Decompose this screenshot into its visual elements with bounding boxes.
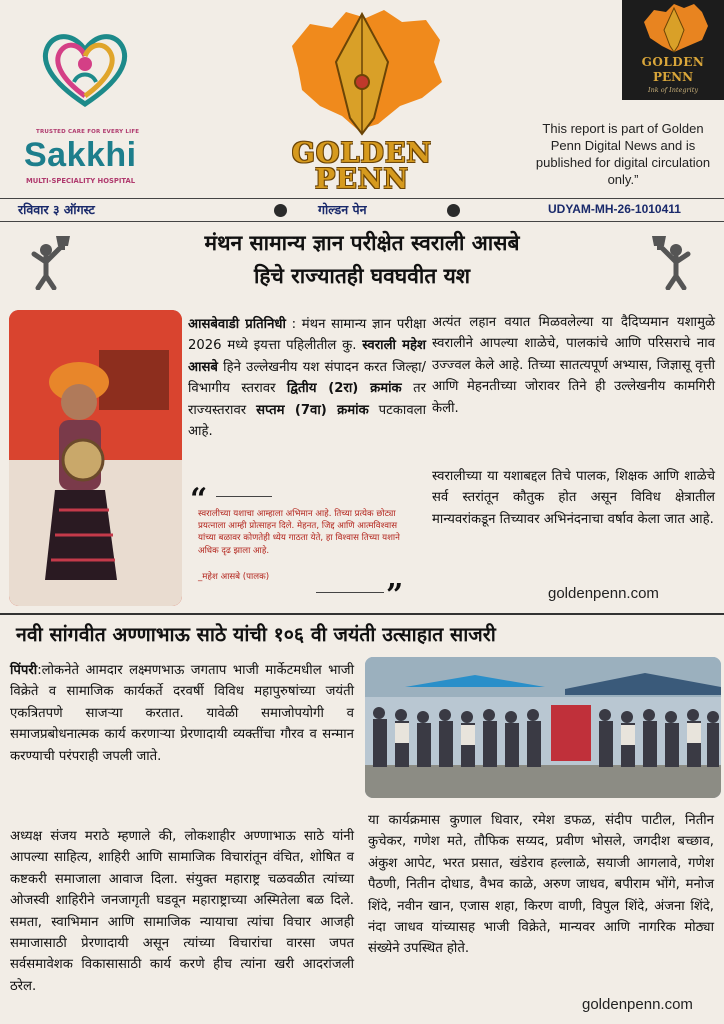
masthead-title-line1: GOLDEN bbox=[291, 138, 433, 169]
quote-text: स्वरालीच्या यशाचा आम्हाला अभिमान आहे. तिच्या प्रत्येक छोट्या प्रयत्नाला आम्ही प्रोत्साहन दिले. मेहनत, जिद्द आणि आत्मविश्वास यांच्या बळावर कोणतेही ध्येय गाठता येते, हा विश्वास तिच्या यशाने अधिक दृढ झाला आहे. bbox=[198, 509, 400, 556]
section-divider bbox=[0, 613, 724, 615]
sponsor-subtitle: MULTI-SPECIALITY HOSPITAL bbox=[26, 177, 136, 185]
strip-bottom-rule bbox=[0, 221, 724, 222]
strip-top-rule bbox=[0, 198, 724, 199]
story1-lead-text4: पटकावला आहे. bbox=[188, 402, 427, 440]
date-strip bbox=[0, 198, 724, 222]
sponsor-tagline: TRUSTED CARE FOR EVERY LIFE bbox=[36, 129, 140, 135]
registration-number: UDYAM-MH-26-1010411 bbox=[548, 202, 681, 216]
state-rank: सप्तम (7वा) क्रमांक bbox=[256, 402, 369, 418]
student-name: स्वराली महेश आसबे bbox=[188, 338, 427, 375]
close-quote-icon: ” bbox=[386, 578, 404, 613]
story1-lead-paragraph bbox=[188, 314, 426, 442]
website-link[interactable]: goldenpenn.com bbox=[582, 996, 693, 1013]
story1-dateline: आसबेवाडी प्रतिनिधी bbox=[188, 317, 286, 332]
quote-rule bbox=[316, 592, 384, 593]
maharashtra-pen-small-icon bbox=[622, 0, 724, 56]
story1-paragraph-2: अत्यंत लहान वयात मिळवलेल्या या दैदिप्यमान यशामुळे स्वरालीने आपल्या शाळेचे, पालकांचे आणि परिसराचे नाव उज्ज्वल केले आहे. तिच्या सातत्यपूर्ण अभ्यास, जिज्ञासू वृत्ती आणि मेहनतीच्या जोरावर तिने ही उल्लेखनीय कामगिरी केली. bbox=[432, 315, 715, 416]
hospital-heart-logo-icon bbox=[40, 26, 130, 108]
sponsor-logo[interactable] bbox=[22, 26, 162, 185]
group-photo-image bbox=[365, 657, 721, 798]
district-rank: द्वितीय (2रा) क्रमांक bbox=[286, 381, 402, 397]
strip-brand: गोल्डन पेन bbox=[318, 202, 367, 217]
parent-quote bbox=[190, 482, 412, 613]
open-quote-icon: “ bbox=[190, 482, 208, 517]
website-link[interactable]: goldenpenn.com bbox=[548, 585, 659, 602]
story1-lead-text: : मंथन सामान्य ज्ञान परीक्षा 2026 मध्ये इयत्ता पहिलीतील कु. bbox=[188, 317, 426, 354]
student-with-certificate-image bbox=[9, 310, 182, 606]
story2-paragraph-3: या कार्यक्रमास कुणाल धिवार, रमेश डफळ, संदीप पाटील, नितीन कुचेकर, गणेश मते, तौफिक सय्यद, प्रवीण भोसले, जगदीश बच्छाव, अंकुश आपेट, भरत प्रसात, खंडेराव हल्लाळे, सयाजी आगलावे, गणेश पैठणी, नितीन दोधाड, वैभव काळे, अरुण जाधव, बपीराम भोंगे, मनोज शिंदे, नवीन खान, एजास शहा, किरण वाणी, विपुल शिंदे, अंजना शिंदे, नंदा जाधव यांच्यासह भाजी विक्रेते, मान्यवर आणि नागरिक मोठ्या संख्येने उपस्थित होते. bbox=[368, 813, 714, 957]
story1-headline-line2: हिचे राज्यातही घवघवीत यश bbox=[253, 264, 471, 288]
issue-date: रविवार ३ ऑगस्ट bbox=[18, 202, 95, 217]
report-note: This report is part of Golden Penn Digital News and is published for digital circulation only.” bbox=[535, 121, 711, 187]
corner-logo[interactable] bbox=[622, 0, 724, 100]
story2-paragraph-1 bbox=[10, 660, 354, 767]
story2-headline: नवी सांगवीत अण्णाभाऊ साठे यांची १०६ वी जयंती उत्साहात साजरी bbox=[16, 623, 496, 646]
event-group-photo bbox=[365, 657, 721, 798]
quote-author: _महेश आसबे (पालक) bbox=[198, 572, 270, 582]
trophy-winner-icon bbox=[26, 232, 76, 290]
story1-lead-text3: तर राज्यस्तरावर bbox=[188, 381, 426, 418]
corner-logo-motto: Ink of Integrity bbox=[648, 86, 698, 94]
sponsor-name: Sakkhi bbox=[24, 136, 137, 174]
story1-paragraph-3: स्वरालीच्या या यशाबद्दल तिचे पालक, शिक्षक आणि शाळेचे सर्व स्तरांतून कौतुक होत असून विविध क्षेत्रातील मान्यवरांकडून तिच्यावर अभिनंदनाचा वर्षाव केला जात आहे. bbox=[432, 469, 715, 527]
story2-dateline: पिंपरी bbox=[10, 663, 38, 678]
corner-logo-line2: PENN bbox=[652, 70, 694, 84]
header bbox=[0, 0, 724, 196]
story1-lead-text2: हिने उल्लेखनीय यश संपादन करत जिल्हा/ विभागीय स्तरावर bbox=[188, 359, 426, 397]
story2-paragraph-2: अध्यक्ष संजय मराठे म्हणाले की, लोकशाहीर अण्णाभाऊ साठे यांनी आपल्या साहित्य, शाहिरी आणि सामाजिक विचारांतून वंचित, शोषित व कष्टकरी समाजाला आवाज दिला. संयुक्त महाराष्ट्र चळवळीत त्यांच्या ओजस्वी शाहिरीने जनजागृती घडवून महाराष्ट्राच्या अस्मितेला बळ दिले. समता, स्वाभिमान आणि सामाजिक न्यायाचा त्यांचा विचार आजही समाजासाठी प्रेरणादायी असून त्यांच्या विचारांचा वारसा जपत सर्वसमावेशक विकासासाठी कार्य करणे हीच त्यांना खरी आदरांजली ठरेल. bbox=[10, 829, 354, 994]
bullet-dot-icon bbox=[274, 204, 287, 217]
maharashtra-pen-icon bbox=[262, 6, 462, 141]
bullet-dot-icon bbox=[447, 204, 460, 217]
story1-headline-line1: मंथन सामान्य ज्ञान परीक्षेत स्वराली आसबे bbox=[204, 231, 520, 255]
story2-paragraph-1-text: :लोकनेते आमदार लक्ष्मणभाऊ जगताप भाजी मार्केटमधील भाजी विक्रेते व सामाजिक कार्यकर्ते दरवर्षी विविध महापुरुषांच्या जयंती एकत्रितपणे साजऱ्या करतात. यावेळी समाजोपयोगी व समाजप्रबोधनात्मक कार्य करणाऱ्या प्रेरणादायी व्यक्तींचा गौरव व सन्मान करण्याची परंपराही जपली जाते. bbox=[10, 663, 354, 764]
masthead-logo[interactable] bbox=[262, 6, 462, 196]
masthead-title-line2: PENN bbox=[314, 164, 410, 195]
student-photo bbox=[9, 310, 182, 606]
trophy-winner-icon bbox=[648, 232, 698, 290]
quote-rule bbox=[216, 496, 272, 497]
corner-logo-line1: GOLDEN bbox=[641, 55, 705, 69]
